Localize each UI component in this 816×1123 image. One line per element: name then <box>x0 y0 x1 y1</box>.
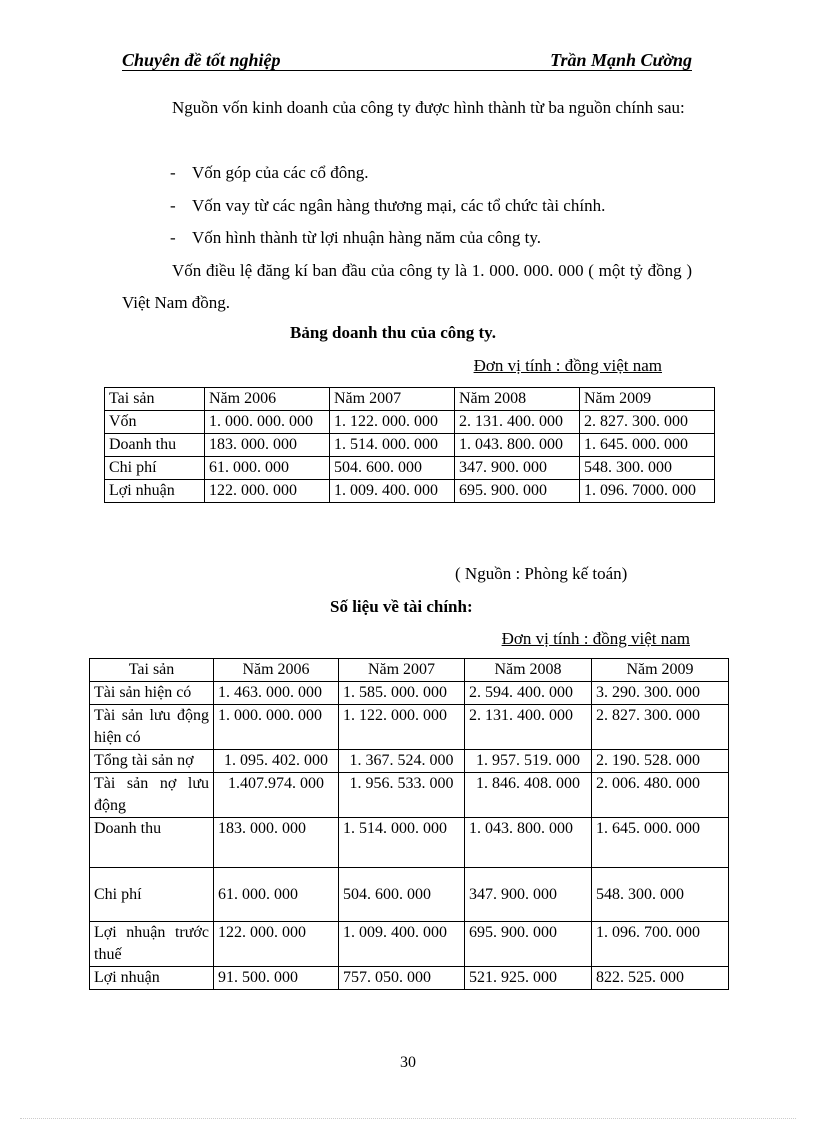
financial-data-table <box>89 658 729 990</box>
column-header: Năm 2006 <box>214 659 339 682</box>
row-label: Tài sản hiện có <box>90 682 214 705</box>
column-header: Năm 2009 <box>592 659 729 682</box>
table-cell: 2. 827. 300. 000 <box>592 705 729 750</box>
table-cell: 1.407.974. 000 <box>214 773 339 818</box>
column-header: Năm 2006 <box>205 388 330 411</box>
table2-unit: Đơn vị tính : đồng việt nam <box>501 629 690 648</box>
capital-sources-list <box>170 157 605 255</box>
table-cell: 1. 463. 000. 000 <box>214 682 339 705</box>
table-cell: 1. 367. 524. 000 <box>339 750 465 773</box>
table-cell: 757. 050. 000 <box>339 967 465 990</box>
table-cell: 1. 043. 800. 000 <box>465 818 592 868</box>
row-label: Lợi nhuận <box>105 480 205 503</box>
row-label: Tài sản nợ lưu động <box>90 773 214 818</box>
table2-title: Số liệu về tài chính: <box>330 597 473 616</box>
table-cell: 2. 594. 400. 000 <box>465 682 592 705</box>
column-header: Tai sản <box>90 659 214 682</box>
page-header <box>122 48 692 71</box>
revenue-table <box>104 387 715 503</box>
table-cell: 1. 095. 402. 000 <box>214 750 339 773</box>
table-header-row <box>90 659 729 682</box>
charter-capital-paragraph: Vốn điều lệ đăng kí ban đầu của công ty là 1. 000. 000. 000 ( một tỷ đồng ) Việt Nam đồng. <box>122 261 692 312</box>
table-cell: 1. 514. 000. 000 <box>330 434 455 457</box>
table-cell: 1. 096. 7000. 000 <box>580 480 715 503</box>
column-header: Năm 2007 <box>339 659 465 682</box>
table-row <box>105 457 715 480</box>
table-row <box>105 480 715 503</box>
row-label: Lợi nhuận <box>90 967 214 990</box>
header-left-title: Chuyên đề tốt nghiệp <box>122 50 281 70</box>
column-header: Năm 2008 <box>455 388 580 411</box>
table-cell: 504. 600. 000 <box>339 868 465 922</box>
page-bottom-divider <box>20 1118 796 1119</box>
table-cell: 521. 925. 000 <box>465 967 592 990</box>
table-cell: 1. 043. 800. 000 <box>455 434 580 457</box>
list-item: - Vốn góp của các cổ đông. <box>170 163 369 182</box>
table-cell: 61. 000. 000 <box>205 457 330 480</box>
table-cell: 695. 900. 000 <box>455 480 580 503</box>
table-cell: 2. 131. 400. 000 <box>455 411 580 434</box>
table-cell: 183. 000. 000 <box>205 434 330 457</box>
table-row <box>90 682 729 705</box>
table-cell: 2. 827. 300. 000 <box>580 411 715 434</box>
table-row <box>90 868 729 922</box>
table-cell: 548. 300. 000 <box>580 457 715 480</box>
row-label: Chi phí <box>105 457 205 480</box>
table-cell: 1. 645. 000. 000 <box>580 434 715 457</box>
table-cell: 822. 525. 000 <box>592 967 729 990</box>
row-label: Tổng tài sản nợ <box>90 750 214 773</box>
table-cell: 3. 290. 300. 000 <box>592 682 729 705</box>
table-cell: 183. 000. 000 <box>214 818 339 868</box>
table-cell: 1. 009. 400. 000 <box>330 480 455 503</box>
table-row <box>90 773 729 818</box>
table-cell: 2. 131. 400. 000 <box>465 705 592 750</box>
table-header-row <box>105 388 715 411</box>
row-label: Lợi nhuận trước thuế <box>90 922 214 967</box>
table-cell: 1. 122. 000. 000 <box>339 705 465 750</box>
row-label: Doanh thu <box>90 818 214 868</box>
column-header: Năm 2007 <box>330 388 455 411</box>
table-row <box>90 818 729 868</box>
table-cell: 347. 900. 000 <box>455 457 580 480</box>
table-cell: 1. 000. 000. 000 <box>214 705 339 750</box>
table-cell: 91. 500. 000 <box>214 967 339 990</box>
page-number: 30 <box>400 1054 416 1071</box>
table-cell: 504. 600. 000 <box>330 457 455 480</box>
table-cell: 61. 000. 000 <box>214 868 339 922</box>
column-header: Năm 2008 <box>465 659 592 682</box>
table-cell: 122. 000. 000 <box>214 922 339 967</box>
table-cell: 1. 096. 700. 000 <box>592 922 729 967</box>
table-cell: 2. 190. 528. 000 <box>592 750 729 773</box>
table-cell: 1. 956. 533. 000 <box>339 773 465 818</box>
table1-title: Bảng doanh thu của công ty. <box>290 323 496 342</box>
table-row <box>90 705 729 750</box>
list-item: - Vốn hình thành từ lợi nhuận hàng năm của công ty. <box>170 228 542 247</box>
table-cell: 1. 645. 000. 000 <box>592 818 729 868</box>
table-cell: 122. 000. 000 <box>205 480 330 503</box>
table1-source-note: ( Nguồn : Phòng kế toán) <box>455 564 628 583</box>
table-row <box>90 922 729 967</box>
table1-unit: Đơn vị tính : đồng việt nam <box>473 356 662 375</box>
table-cell: 1. 514. 000. 000 <box>339 818 465 868</box>
table-cell: 695. 900. 000 <box>465 922 592 967</box>
table-cell: 1. 122. 000. 000 <box>330 411 455 434</box>
list-item: - Vốn vay từ các ngân hàng thương mại, các tổ chức tài chính. <box>170 195 606 215</box>
table-cell: 548. 300. 000 <box>592 868 729 922</box>
column-header: Tai sản <box>105 388 205 411</box>
table-cell: 1. 000. 000. 000 <box>205 411 330 434</box>
intro-paragraph: Nguồn vốn kinh doanh của công ty được hình thành từ ba nguồn chính sau: <box>172 98 685 117</box>
table-cell: 1. 009. 400. 000 <box>339 922 465 967</box>
table-cell: 1. 585. 000. 000 <box>339 682 465 705</box>
table-row <box>105 434 715 457</box>
row-label: Tài sản lưu động hiện có <box>90 705 214 750</box>
table-cell: 1. 846. 408. 000 <box>465 773 592 818</box>
row-label: Chi phí <box>90 868 214 922</box>
table-cell: 1. 957. 519. 000 <box>465 750 592 773</box>
table-row <box>90 967 729 990</box>
column-header: Năm 2009 <box>580 388 715 411</box>
table-cell: 2. 006. 480. 000 <box>592 773 729 818</box>
table-row <box>90 750 729 773</box>
table-cell: 347. 900. 000 <box>465 868 592 922</box>
row-label: Doanh thu <box>105 434 205 457</box>
table-row <box>105 411 715 434</box>
row-label: Vốn <box>105 411 205 434</box>
header-author: Trần Mạnh Cường <box>550 50 692 70</box>
